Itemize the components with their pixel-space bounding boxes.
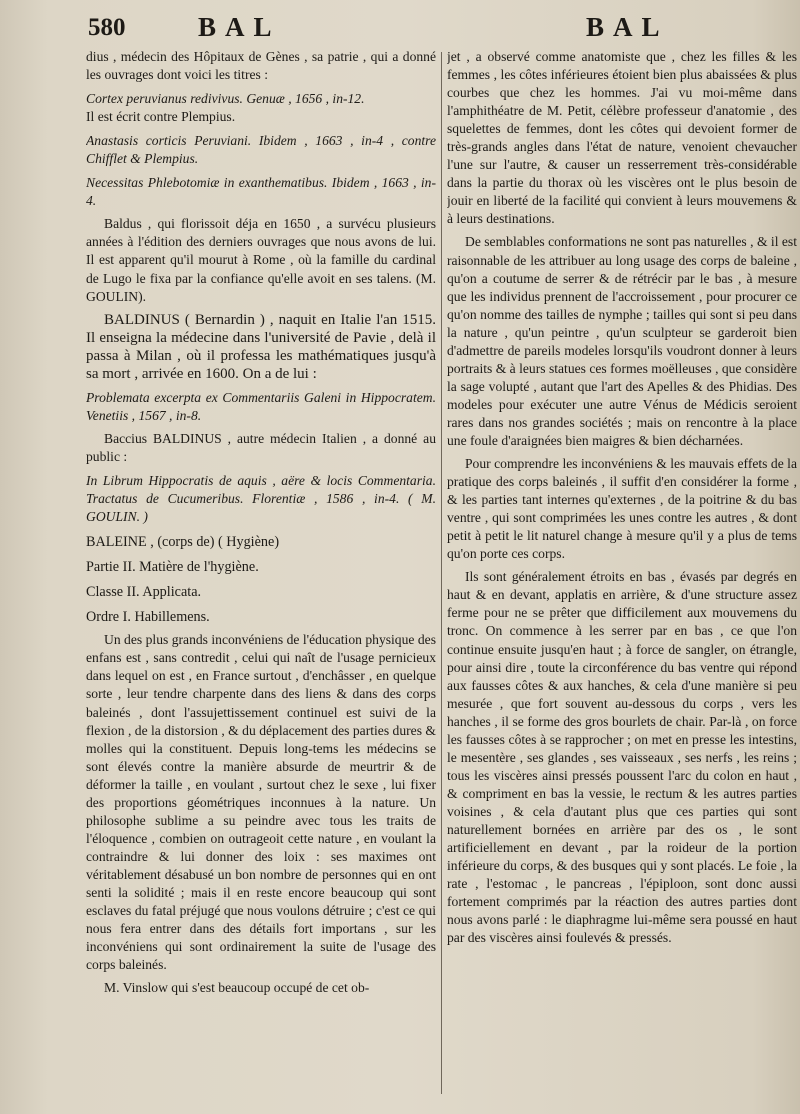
left-column <box>86 48 436 1108</box>
paragraph: De semblables conformations ne sont pas naturelles , & il est raisonnable de les attribuer au long usage des corps de baleine , qu'on a coutume de serrer & de rétrécir par le bas , à mesure que les individus prennent de l'accroissement , pour procurer ce qu'on nomme des tailles de nymphe ; tailles qui sont si peu dans la nature , qu'un peintre , qu'un sculpteur se garderoit bien d'admettre de pareils modeles lorsqu'ils voudront donner à leurs portraits & à leurs statues ces formes moëlleuses , que considère la sage volupté , autant que l'art des Apelles & des Phidias. Des modeles pour exécuter une autre Vénus de Médicis seroient rares dans nos grandes sociétés ; mais on rencontre à la place une foule d'araignées bien maigres & bien décharnées. <box>447 234 797 448</box>
running-head-left: BAL <box>198 12 281 42</box>
column-divider <box>441 52 442 1094</box>
classification-ordre: Ordre I. Habillemens. <box>86 609 210 626</box>
bibliography-entry: Necessitas Phlebotomiæ in exanthematibus. Ibidem , 1663 , in-4. <box>86 175 436 209</box>
entry-heading-baleine: BALEINE , (corps de) ( Hygiène) <box>86 534 280 551</box>
classification-partie: Partie II. Matière de l'hygiène. <box>86 559 259 576</box>
paragraph: Baldus , qui florissoit déja en 1650 , a survécu plusieurs années à l'édition des derniers ouvrages que nous avons de lui. Il est apparent qu'il mourut à Rome , où la famille du cardinal de Lugo le fixa par la confiance qu'elle avoit en ses talens. (M. GOULIN). <box>86 216 436 304</box>
paragraph: Pour comprendre les inconvéniens & les mauvais effets de la pratique des corps baleinés , il suffit d'en considérer la forme , & les parties tant internes qu'externes , de la poitrine & du bas ventre , qui sont comprimées les unes contre les autres , & dont petit à petit le lit naturel change à mesure qu'il y a plus de tems qu'on porte ces corps. <box>447 456 797 562</box>
bibliography-entry: Problemata excerpta ex Commentariis Galeni in Hippocratem. Venetiis , 1567 , in-8. <box>86 389 436 423</box>
paragraph: Ils sont généralement étroits en bas , évasés par degrés en haut & en devant, applatis en arrière, & d'une structure assez ferme pour ne se prêter que difficilement aux mouvemens du tronc. On commence à les serrer par en bas , ce que l'on continue ensuite jusqu'en haut ; à force de sangler, on étrangle, pour ainsi dire , toute la circonférence du bas ventre qui répond aux fausses côtes & aux hanches, & cela d'une manière si peu mesurée , que fort souvent au-dessous du corps , vers les hanches , il se forme des gros bourlets de chair. Par-là , on force les fausses côtes à se rapprocher ; on met en presse les intestins, le mesentère , ses glandes , ses vaisseaux , ses nerfs , les reins ; tous les viscères ainsi pressés poussent l'arc du colon en haut , & compriment en bas la vessie, le rectum & les autres parties voisines , & cela d'autant plus que ces parties qui sont naturellement bornées en arrière par des os , le sont artificiellement en devant , par la roideur de la portion inférieure du corps, & des busques qui y sont placés. Le foie , la rate , l'estomac , le pancreas , l'épiploon, sont donc aussi fortement comprimés par la réaction des autres parties dont nous avons parlé : le diaphragme lui-même sera poussé en haut par des viscères ainsi foulevés & pressés. <box>447 569 797 946</box>
classification-classe: Classe II. Applicata. <box>86 584 202 601</box>
paragraph: M. Vinslow qui s'est beaucoup occupé de cet ob- <box>104 980 370 996</box>
page-header <box>0 12 800 48</box>
paragraph: jet , a observé comme anatomiste que , chez les filles & les femmes , les côtes inférieures étoient bien plus abaissées & plus courbes que chez les hommes. J'ai vu moi-même dans l'amphithéatre de M. Petit, célèbre professeur d'anatomie , des squelettes de femmes, dont les côtes qui devoient former de très-grands angles dans l'état de nature, venoient chevaucher l'une sur l'autre, & causer un resserrement très-considérable dans la partie du thorax où les viscères ont le plus besoin de jouir en liberté de la facilité qui convient à leurs mouvemens & à leurs destinations. <box>447 49 797 227</box>
page-number: 580 <box>88 14 126 41</box>
paragraph: Il est écrit contre Plempius. <box>86 109 236 125</box>
entry-baldinus: BALDINUS ( Bernardin ) , naquit en Italie l'an 1515. Il enseigna la médecine dans l'université de Pavie , delà il passa à Milan , où il professa les mathématiques jusqu'à sa mort , arrivée en 1600. On a de lui : <box>86 311 436 382</box>
right-column <box>447 48 797 1108</box>
paragraph: Baccius BALDINUS , autre médecin Italien , a donné au public : <box>86 430 436 464</box>
paragraph: Un des plus grands inconvéniens de l'éducation physique des enfans est , sans contredit , celui qui naît de l'usage pernicieux dans lequel on est , en France surtout , d'enchâsser , en quelque sorte , leur tendre charpente dans des liens & dans des corps baleinés , dont l'assujettissement continuel est suivi de la flexion , de la distorsion , & du déplacement des parties dures & molles qui la constituent. Depuis long-tems les médecins se sont élevés contre la manière absurde de meurtrir & de déformer la taille , en voulant , surtout chez le sexe , lui fixer des proportions géométriques inconnues à la nature. Un philosophe sublime a su peindre avec tous les traits de l'éloquence , combien on outrageoit cette nature , en voulant la contraindre & lui donner des loix : ses maximes ont véritablement désabusé un bon nombre de personnes qui en ont senti la solidité ; mais il en reste encore beaucoup qui sont esclaves du fatal préjugé que nous voulons détruire ; c'est ce qui nous fera entrer dans des détails fort importans , sur les inconvéniens qui sont ordinairement la suite de l'usage des corps baleinés. <box>86 632 436 973</box>
bibliography-entry: Anastasis corticis Peruviani. Ibidem , 1663 , in-4 , contre Chifflet & Plempius. <box>86 133 436 167</box>
bibliography-entry: Cortex peruvianus redivivus. Genuæ , 1656 , in-12. <box>86 91 365 107</box>
running-head-right: BAL <box>586 12 669 42</box>
paragraph: dius , médecin des Hôpitaux de Gènes , sa patrie , qui a donné les ouvrages dont voici les titres : <box>86 49 436 83</box>
bibliography-entry: In Librum Hippocratis de aquis , aëre & locis Commentaria. Tractatus de Cucumeribus. Florentiæ , 1586 , in-4. ( M. GOULIN. ) <box>86 472 436 525</box>
